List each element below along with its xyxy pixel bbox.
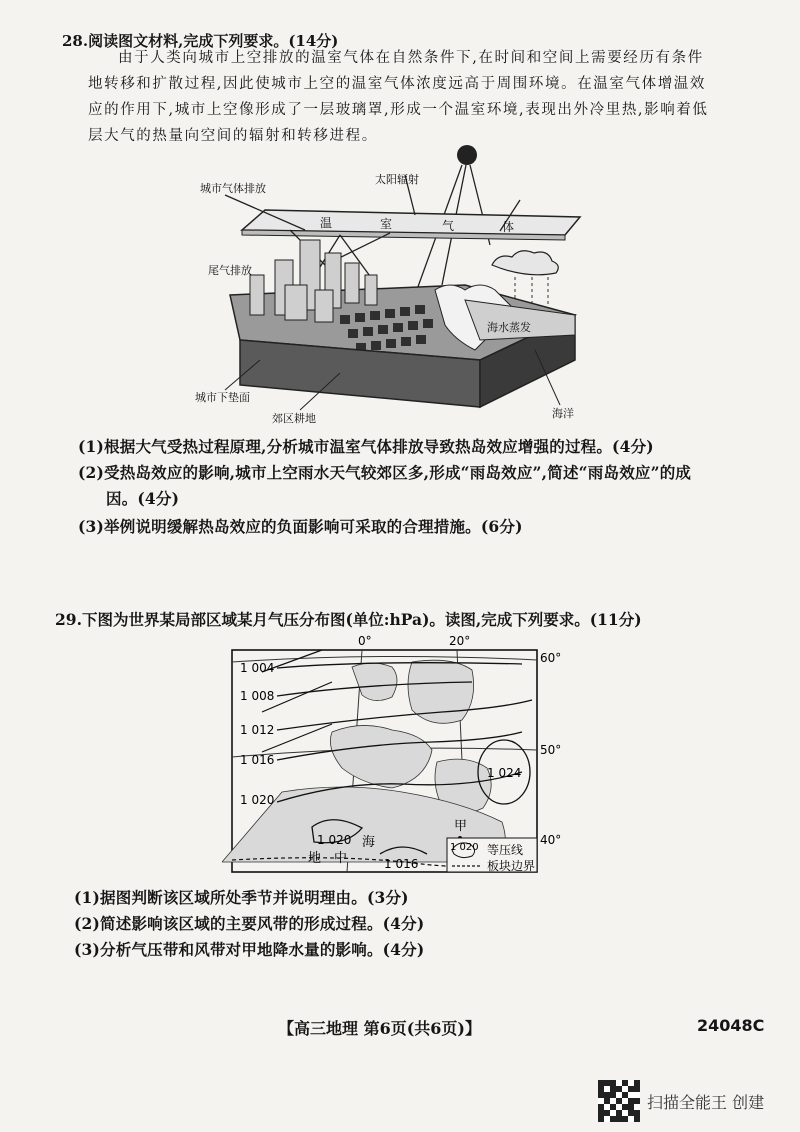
lat-label-40: 40°	[540, 833, 562, 847]
passage-line: 层大气的热量向空间的辐射和转移进程。	[88, 128, 378, 144]
question-item: (1)根据大气受热过程原理,分析城市温室气体排放导致热岛效应增强的过程。(4分)	[78, 437, 654, 456]
cloud-icon	[492, 251, 558, 275]
question-item: (1)据图判断该区域所处季节并说明理由。(3分)	[74, 888, 409, 907]
sea-isobar-label: 1 016	[384, 857, 419, 871]
point-jia-label: 甲	[454, 819, 468, 834]
passage-line: 应的作用下,城市上空像形成了一层玻璃罩,形成一个温室环境,表现出外冷里热,影响着低	[88, 102, 709, 118]
isobar-label: 1 020	[240, 793, 275, 807]
passage-line: 由于人类向城市上空排放的温室气体在自然条件下,在时间和空间上需要经历有条件	[118, 50, 704, 66]
lat-label-50: 50°	[540, 743, 562, 757]
lat-label-60: 60°	[540, 651, 562, 665]
question-item: (3)分析气压带和风带对甲地降水量的影响。(4分)	[74, 940, 425, 959]
passage-line: 地转移和扩散过程,因此使城市上空的温室气体浓度远高于周围环境。在温室气体增温效	[88, 76, 707, 92]
label-ocean: 海洋	[552, 407, 574, 420]
isobar-label: 1 012	[240, 723, 275, 737]
pressure-map	[222, 632, 577, 887]
label-greenhouse-1: 温	[320, 216, 333, 230]
question-item: (2)简述影响该区域的主要风带的形成过程。(4分)	[74, 914, 425, 933]
lon-label-0: 0°	[358, 634, 372, 648]
page-footer-info: 【高三地理 第6页(共6页)】	[278, 1019, 481, 1038]
label-greenhouse-2: 室	[380, 217, 393, 231]
scanner-watermark-text: 扫描全能王 创建	[647, 1093, 765, 1112]
heat-island-diagram	[180, 135, 600, 430]
isobar-label: 1 004	[240, 661, 275, 675]
sun-icon	[457, 145, 477, 165]
label-surface: 城市下垫面	[195, 391, 250, 404]
isobar-label: 1 008	[240, 689, 275, 703]
label-solar: 太阳辐射	[375, 173, 419, 186]
label-city-emission: 城市气体排放	[200, 182, 266, 195]
q29-questions	[74, 885, 734, 963]
question-item: 因。(4分)	[106, 489, 180, 508]
isobar-label: 1 016	[240, 753, 275, 767]
map-legend	[447, 838, 537, 873]
qr-code-icon	[598, 1080, 640, 1122]
legend-boundary-text: 板块边界	[487, 859, 536, 873]
q28-questions	[78, 434, 738, 540]
legend-isobar-text: 等压线	[487, 843, 524, 857]
question-item: (2)受热岛效应的影响,城市上空雨水天气较郊区多,形成“雨岛效应”,简述“雨岛效应”的成	[78, 463, 692, 482]
label-greenhouse-4: 体	[502, 220, 515, 234]
q28-title: 28.阅读图文材料,完成下列要求。(14分)	[62, 32, 339, 50]
label-sea-evap: 海水蒸发	[487, 321, 531, 334]
label-greenhouse-3: 气	[442, 219, 455, 233]
q28-passage	[62, 45, 722, 149]
legend-isobar-value: 1 020	[450, 842, 479, 853]
label-exhaust: 尾气排放	[208, 264, 252, 277]
page-footer-code: 24048C	[697, 1016, 765, 1035]
high-pressure-label: 1 024	[487, 766, 522, 780]
sea-name-char: 中	[334, 851, 348, 866]
sea-isobar-label: 1 020	[317, 833, 352, 847]
question-item: (3)举例说明缓解热岛效应的负面影响可采取的合理措施。(6分)	[78, 517, 523, 536]
q29-title: 29.下图为世界某局部区域某月气压分布图(单位:hPa)。读图,完成下列要求。(11分)	[55, 610, 642, 629]
lon-label-20: 20°	[449, 634, 471, 648]
sea-name-char: 地	[308, 851, 322, 866]
label-farmland: 郊区耕地	[272, 412, 316, 425]
sea-name-char: 海	[362, 835, 376, 850]
